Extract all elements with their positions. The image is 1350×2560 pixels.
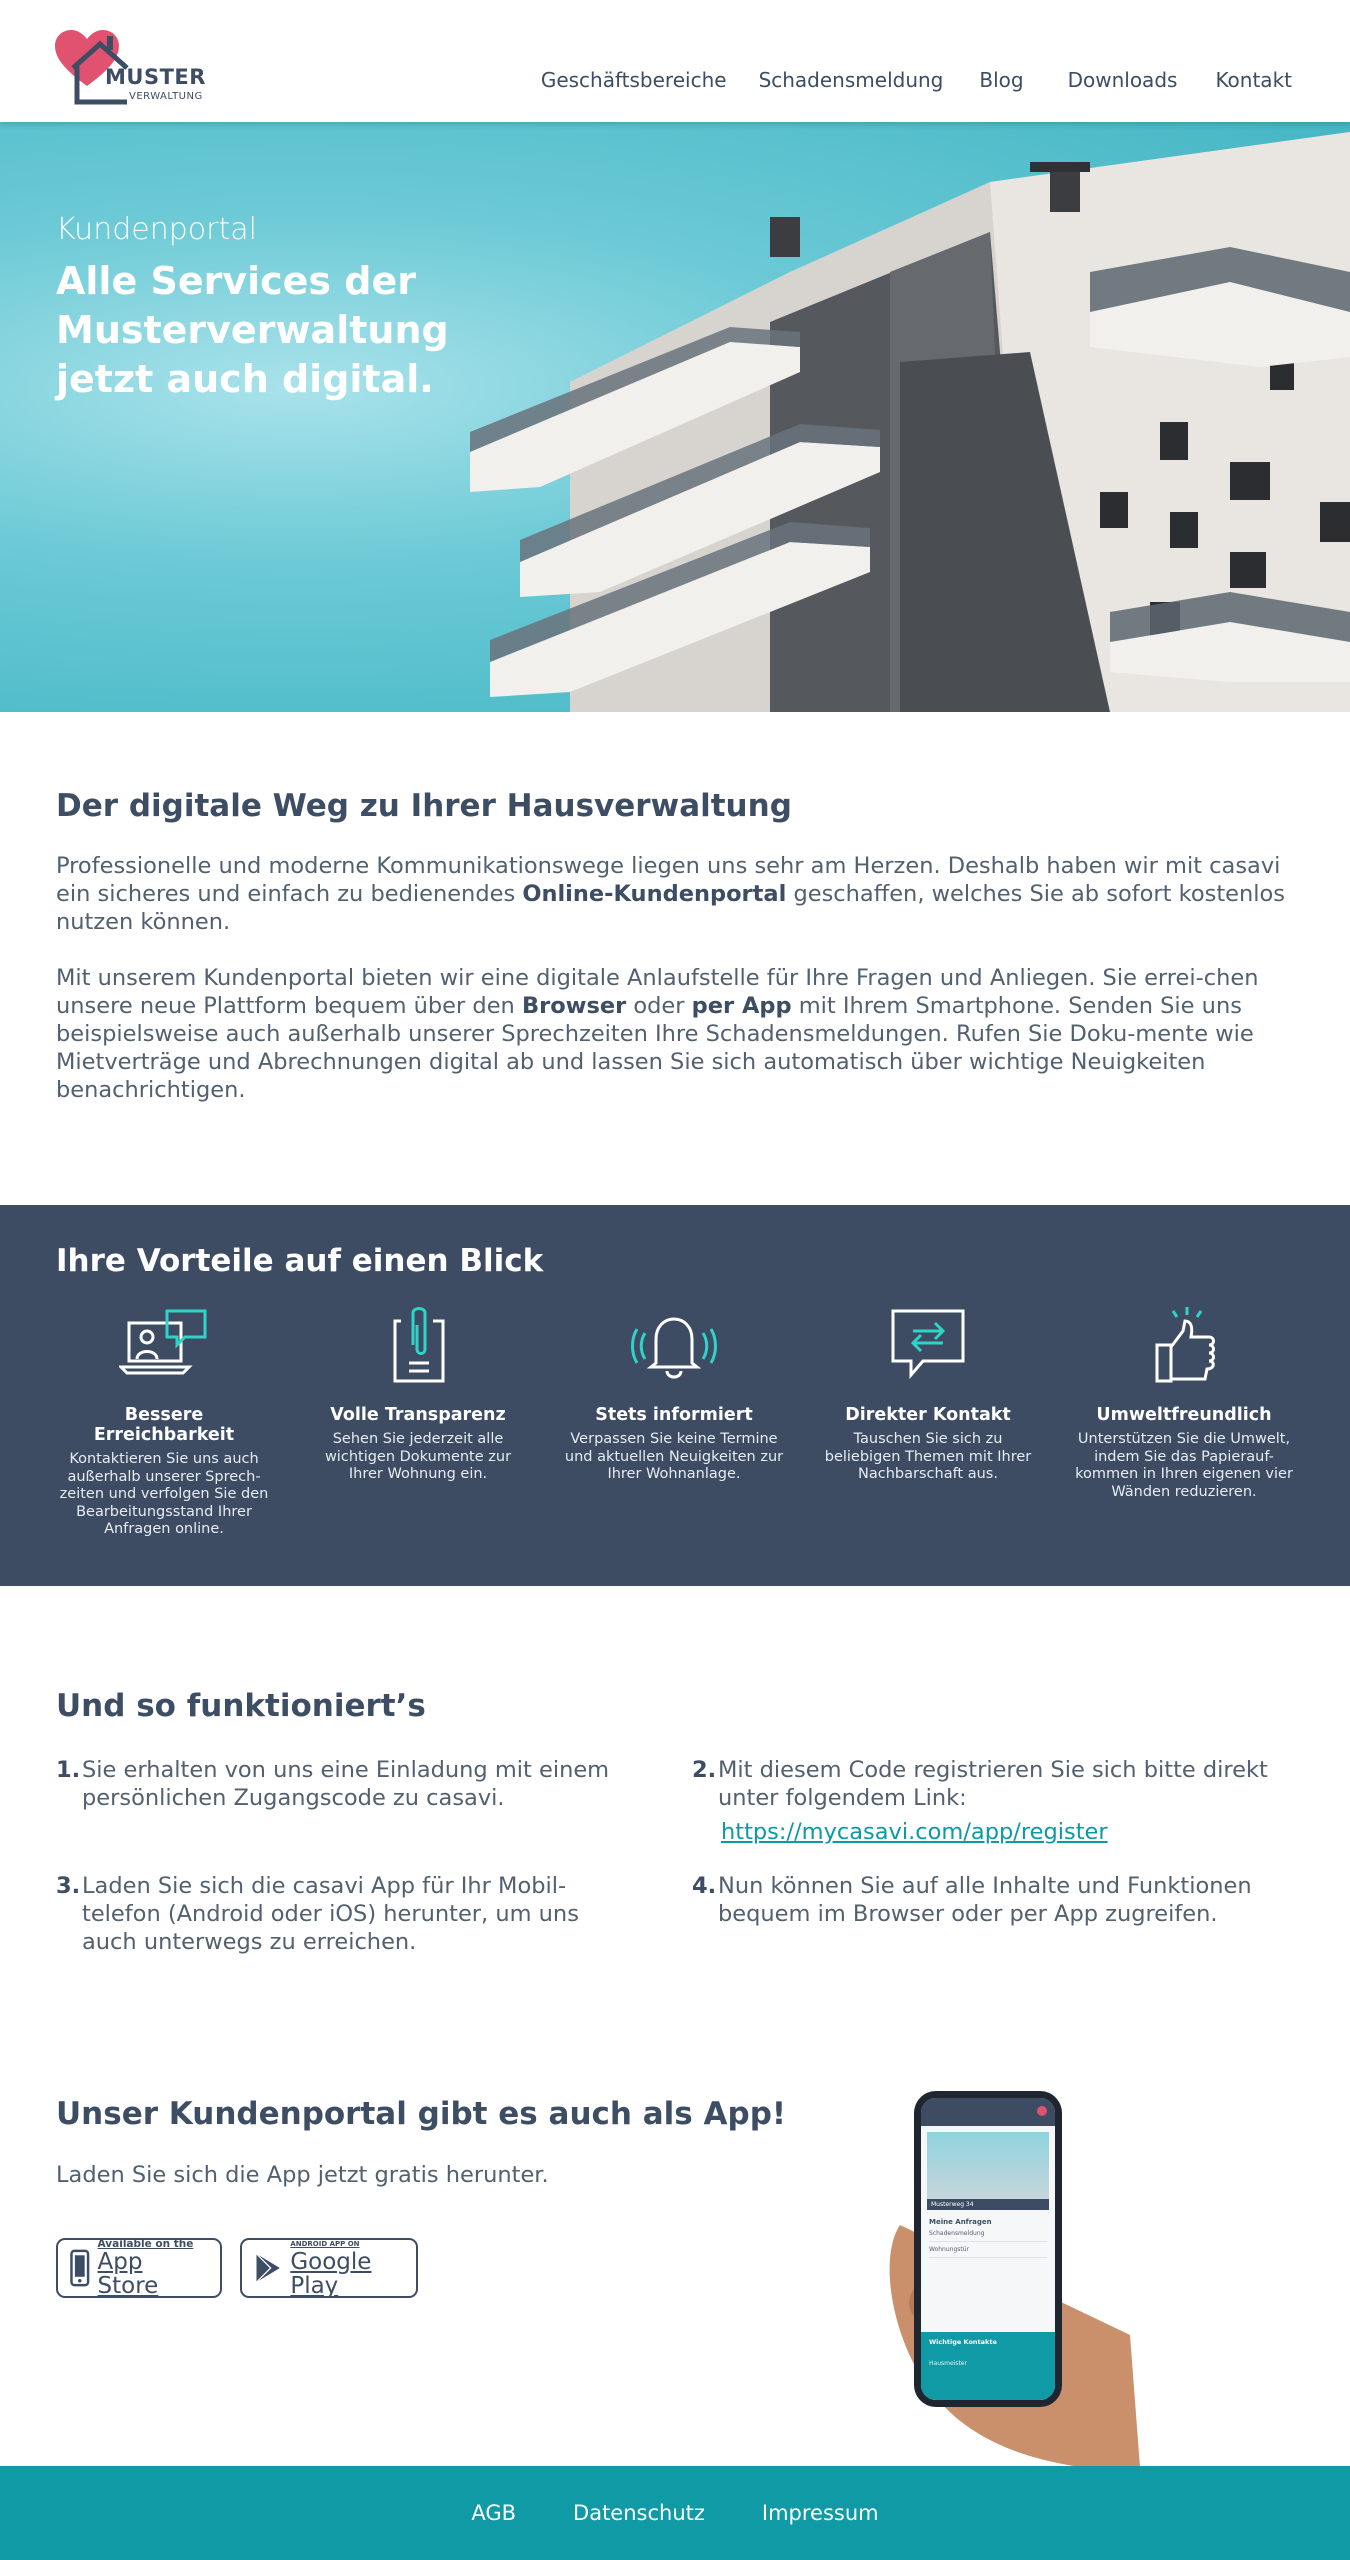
advantage-title: Umweltfreundlich (1096, 1405, 1272, 1425)
advantages-heading: Ihre Vorteile auf einen Blick (56, 1243, 544, 1279)
site-footer (0, 2466, 1350, 2560)
phone-in-hand-image (880, 2085, 1140, 2467)
google-play-small: ANDROID APP ON (290, 2239, 360, 2248)
intro-p1-text: Professionelle und moderne Kommunikationswege liegen uns sehr am Herzen. Deshalb haben wir mit casavi ein sicheres und einfach zu bedienendes (56, 853, 1281, 907)
step-text: Nun können Sie auf alle Inhalte und Funktionen bequem im Browser oder per App zugreifen. (718, 1873, 1252, 1927)
phone-contacts-panel (921, 2332, 1055, 2400)
intro-p2-text: Mit unserem Kundenportal bieten wir eine digitale Anlaufstelle für Ihre Fragen und Anliegen. Sie errei-chen unsere neue Plattform bequem über den (56, 965, 1259, 1019)
advantage-title: Direkter Kontakt (845, 1405, 1011, 1425)
footer-link-datenschutz[interactable]: Datenschutz (573, 2501, 705, 2525)
app-store-big: App Store (97, 2248, 159, 2299)
store-badges (56, 2238, 418, 2298)
how-heading: Und so funktioniert’s (56, 1688, 426, 1724)
advantage-text: Tauschen Sie sich zu beliebigen Themen mit Ihrer Nachbarschaft aus. (824, 1431, 1032, 1482)
step-2 (692, 1756, 1312, 1846)
notification-dot-icon (1037, 2106, 1047, 2116)
hero-section (0, 122, 1350, 712)
step-number: 2. (692, 1757, 717, 1783)
step-text (718, 1756, 1312, 1846)
exchange-chat-icon (883, 1305, 973, 1385)
intro-p2-or: oder (626, 993, 692, 1019)
step-2-text: Mit diesem Code registrieren Sie sich bitte direkt unter folgendem Link: (718, 1757, 1268, 1811)
app-subtext: Laden Sie sich die App jetzt gratis herunter. (56, 2162, 549, 2188)
logo-text-muster: MUSTER (105, 65, 206, 89)
clipboard-icon (373, 1305, 463, 1385)
how-it-works-section (56, 1688, 1296, 1955)
nav-kontakt[interactable]: Kontakt (1215, 68, 1292, 92)
phone-screen (921, 2098, 1055, 2400)
phone-section-contacts: Wichtige Kontakte (929, 2338, 997, 2346)
thumbs-up-icon (1139, 1305, 1229, 1385)
phone-section-requests: Meine Anfragen (929, 2218, 992, 2226)
intro-p2-text-end: mit Ihrem Smartphone. Senden Sie uns beispielsweise auch außerhalb unserer Sprechzeiten Ihre Schadensmeldungen. Rufen Sie Doku-mente wie Mietverträge und Abrechnungen digital ab und lassen Sie sich automatisch über wichtige Neuigkeiten benachrichtigen. (56, 993, 1254, 1103)
step-text: Sie erhalten von uns eine Einladung mit einem persönlichen Zugangscode zu casavi. (82, 1757, 610, 1811)
step-number: 3. (56, 1873, 81, 1899)
advantage-title: Bessere Erreichbarkeit (93, 1405, 235, 1445)
intro-p2-app: per App (691, 993, 792, 1019)
building-image (470, 122, 1350, 712)
nav-geschaeftsbereiche[interactable]: Geschäftsbereiche (540, 68, 727, 92)
intro-p1-bold: Online-Kundenportal (522, 881, 787, 907)
advantage-item (564, 1305, 784, 1484)
advantage-text: Sehen Sie jederzeit alle wichtigen Dokumente zur Ihrer Wohnung ein. (324, 1431, 512, 1482)
app-section (56, 2096, 816, 2299)
step-4 (692, 1872, 1312, 1928)
advantage-item (818, 1305, 1038, 1484)
step-3 (56, 1872, 616, 1956)
app-store-button[interactable] (56, 2238, 222, 2298)
app-store-small: Available on the (97, 2237, 194, 2250)
advantage-item (308, 1305, 528, 1484)
step-number: 4. (692, 1873, 717, 1899)
main-nav (509, 68, 1292, 92)
google-play-button[interactable] (240, 2238, 418, 2298)
laptop-chat-icon (119, 1305, 209, 1385)
app-heading: Unser Kundenportal gibt es auch als App! (56, 2096, 787, 2132)
step-number: 1. (56, 1757, 81, 1783)
phone-topbar (921, 2098, 1055, 2126)
phone-property-photo (927, 2132, 1049, 2210)
phone-frame (914, 2091, 1062, 2407)
advantages-section (0, 1205, 1350, 1586)
smartphone-icon (70, 2249, 90, 2287)
step-1 (56, 1756, 616, 1812)
phone-row: Hausmeister (929, 2360, 967, 2367)
advantage-text: Unterstützen Sie die Umwelt, indem Sie das Papierauf-kommen in Ihren eigenen vier Wänden reduzieren. (1075, 1431, 1293, 1500)
advantage-text: Kontaktieren Sie uns auch außerhalb unserer Sprech-zeiten und verfolgen Sie den Bearbeitungsstand Ihrer Anfragen online. (59, 1451, 269, 1537)
intro-heading: Der digitale Weg zu Ihrer Hausverwaltung (56, 788, 792, 824)
advantage-title: Volle Transparenz (330, 1405, 506, 1425)
advantage-item (1074, 1305, 1294, 1501)
intro-p2-browser: Browser (521, 993, 627, 1019)
phone-banner: Musterweg 34 (927, 2199, 1049, 2210)
advantage-item (54, 1305, 274, 1539)
phone-row: Schadensmeldung (929, 2230, 1047, 2242)
google-play-big: Google Play (290, 2248, 372, 2299)
logo-text-verwaltung: VERWALTUNG (129, 91, 203, 102)
logo[interactable] (55, 30, 205, 106)
nav-downloads[interactable]: Downloads (1067, 68, 1178, 92)
footer-link-agb[interactable]: AGB (471, 2501, 517, 2525)
hero-kicker: Kundenportal (56, 212, 257, 247)
footer-link-impressum[interactable]: Impressum (761, 2501, 879, 2525)
intro-paragraph-1 (56, 852, 1296, 936)
nav-schadensmeldung[interactable]: Schadensmeldung (758, 68, 944, 92)
site-header (0, 0, 1350, 122)
nav-blog[interactable]: Blog (979, 68, 1024, 92)
hero-title: Alle Services der Musterverwaltung jetzt auch digital. (56, 259, 449, 401)
play-triangle-icon (254, 2249, 282, 2287)
intro-p1-text-end: geschaffen, welches Sie ab sofort kostenlos nutzen können. (56, 881, 1285, 935)
advantage-title: Stets informiert (595, 1405, 753, 1425)
register-link[interactable]: https://mycasavi.com/app/register (721, 1819, 1108, 1845)
phone-row: Wohnungstür (929, 2246, 1047, 2258)
step-text: Laden Sie sich die casavi App für Ihr Mobil-telefon (Android oder iOS) herunter, um uns auch unterwegs zu erreichen. (82, 1873, 579, 1955)
advantage-text: Verpassen Sie keine Termine und aktuellen Neuigkeiten zur Ihrer Wohnanlage. (564, 1431, 784, 1482)
bell-icon (629, 1305, 719, 1385)
intro-paragraph-2 (56, 964, 1296, 1104)
intro-section (56, 788, 1296, 1104)
